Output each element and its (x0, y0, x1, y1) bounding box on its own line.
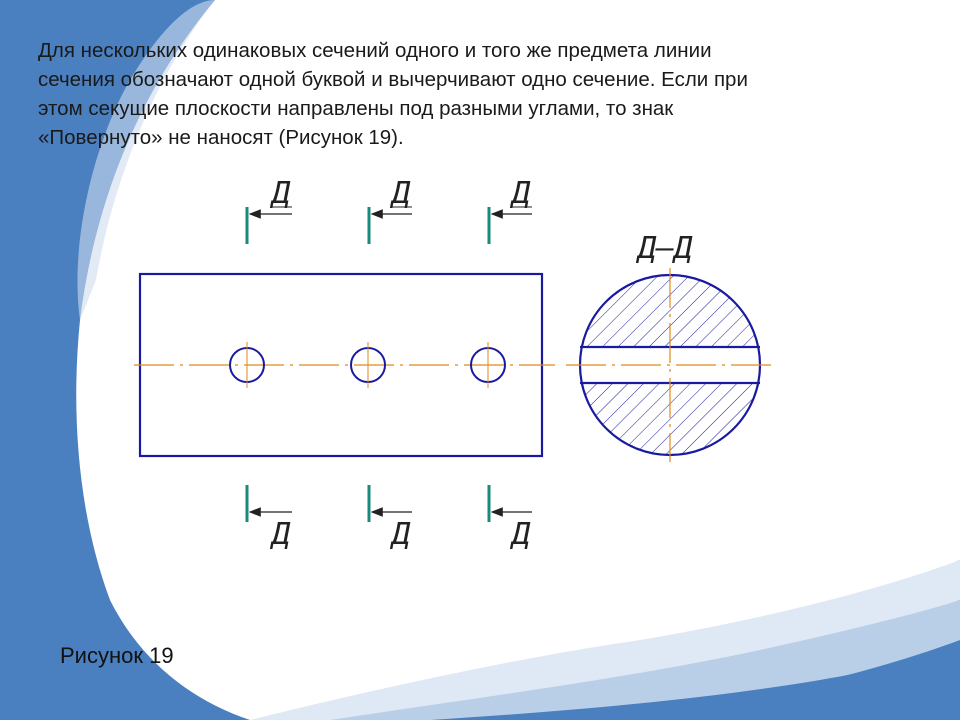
figure-caption: Рисунок 19 (60, 643, 174, 668)
section-letter-bottom-1: Д (272, 517, 291, 552)
section-letter-top-1: Д (272, 176, 291, 211)
section-view-title: Д–Д (638, 231, 693, 266)
section-letter-bottom-3: Д (512, 517, 531, 552)
section-letter-bottom-2: Д (392, 517, 411, 552)
section-view (566, 268, 775, 462)
section-letter-top-3: Д (512, 176, 531, 211)
paragraph-line-2: сечения обозначают одной буквой и вычерчивают одно сечение. Если при (38, 68, 748, 91)
paragraph-line-3: этом секущие плоскости направлены под разными углами, то знак (38, 97, 674, 120)
paragraph-line-4: «Повернуто» не наносят (Рисунок 19). (38, 126, 404, 149)
section-letter-top-2: Д (392, 176, 411, 211)
paragraph-line-1: Для нескольких одинаковых сечений одного и того же предмета линии (38, 39, 712, 62)
